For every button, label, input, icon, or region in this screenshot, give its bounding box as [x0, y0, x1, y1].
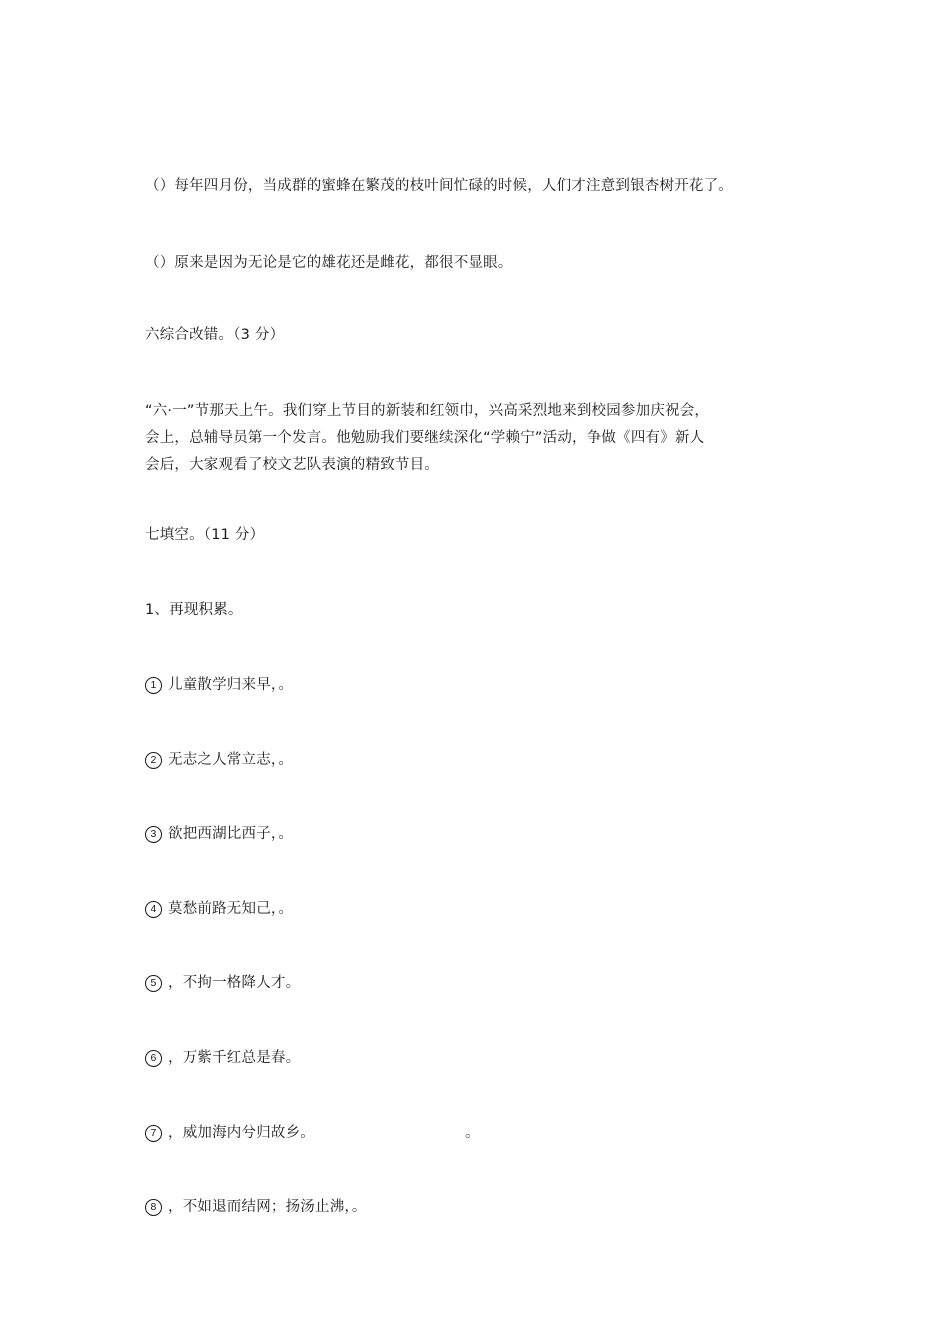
- circled-number: 6: [145, 1050, 162, 1067]
- fill-item-text: 无志之人常立志，。: [168, 752, 294, 768]
- section-7-heading: 七填空。（11 分）: [145, 527, 265, 543]
- correction-paragraph-line-1: “六·一”节那天上午。我们穿上节目的新装和红领巾，兴高采烈地来到校园参加庆祝会，: [145, 403, 710, 419]
- fill-item-6: [145, 1045, 300, 1072]
- fill-item-7: [145, 1120, 480, 1147]
- section-6-heading: 六综合改错。（3 分）: [145, 327, 285, 343]
- correction-paragraph-line-3: 会后，大家观看了校文艺队表演的精致节目。: [145, 457, 439, 473]
- circled-number: 8: [145, 1199, 162, 1216]
- fill-item-2: [145, 747, 293, 774]
- fill-item-text: ，万紫千红总是春。: [168, 1050, 301, 1066]
- fill-item-text: ，不如退而结网；扬汤止沸，。: [168, 1199, 367, 1215]
- fill-item-text: 儿童散学归来早，。: [168, 677, 294, 693]
- fill-item-text: ，不拘一格降人才。: [168, 975, 301, 991]
- fill-item-text: 莫愁前路无知己，。: [168, 901, 294, 917]
- question-item-1: （）每年四月份，当成群的蜜蜂在繁茂的枝叶间忙碌的时候，人们才注意到银杏树开花了。: [145, 178, 733, 194]
- fill-item-5: [145, 970, 300, 997]
- circled-number: 7: [145, 1125, 162, 1142]
- fill-item-text: ，威加海内兮归故乡。: [168, 1125, 315, 1141]
- fill-item-1: [145, 672, 293, 699]
- question-item-2: （）原来是因为无论是它的雄花还是雌花，都很不显眼。: [145, 255, 513, 271]
- fill-item-8: [145, 1194, 367, 1221]
- circled-number: 1: [145, 677, 162, 694]
- circled-number: 3: [145, 826, 162, 843]
- fill-item-4: [145, 896, 293, 923]
- fill-item-3: [145, 821, 293, 848]
- circled-number: 2: [145, 752, 162, 769]
- fill-item-text: 欲把西湖比西子，。: [168, 826, 294, 842]
- circled-number: 5: [145, 975, 162, 992]
- subsection-1-heading: 1、再现积累。: [145, 602, 243, 618]
- correction-paragraph-line-2: 会上，总辅导员第一个发言。他勉励我们要继续深化“学赖宁”活动，争做《四有》新人: [145, 430, 705, 446]
- fill-item-tail: 。: [465, 1125, 480, 1141]
- circled-number: 4: [145, 901, 162, 918]
